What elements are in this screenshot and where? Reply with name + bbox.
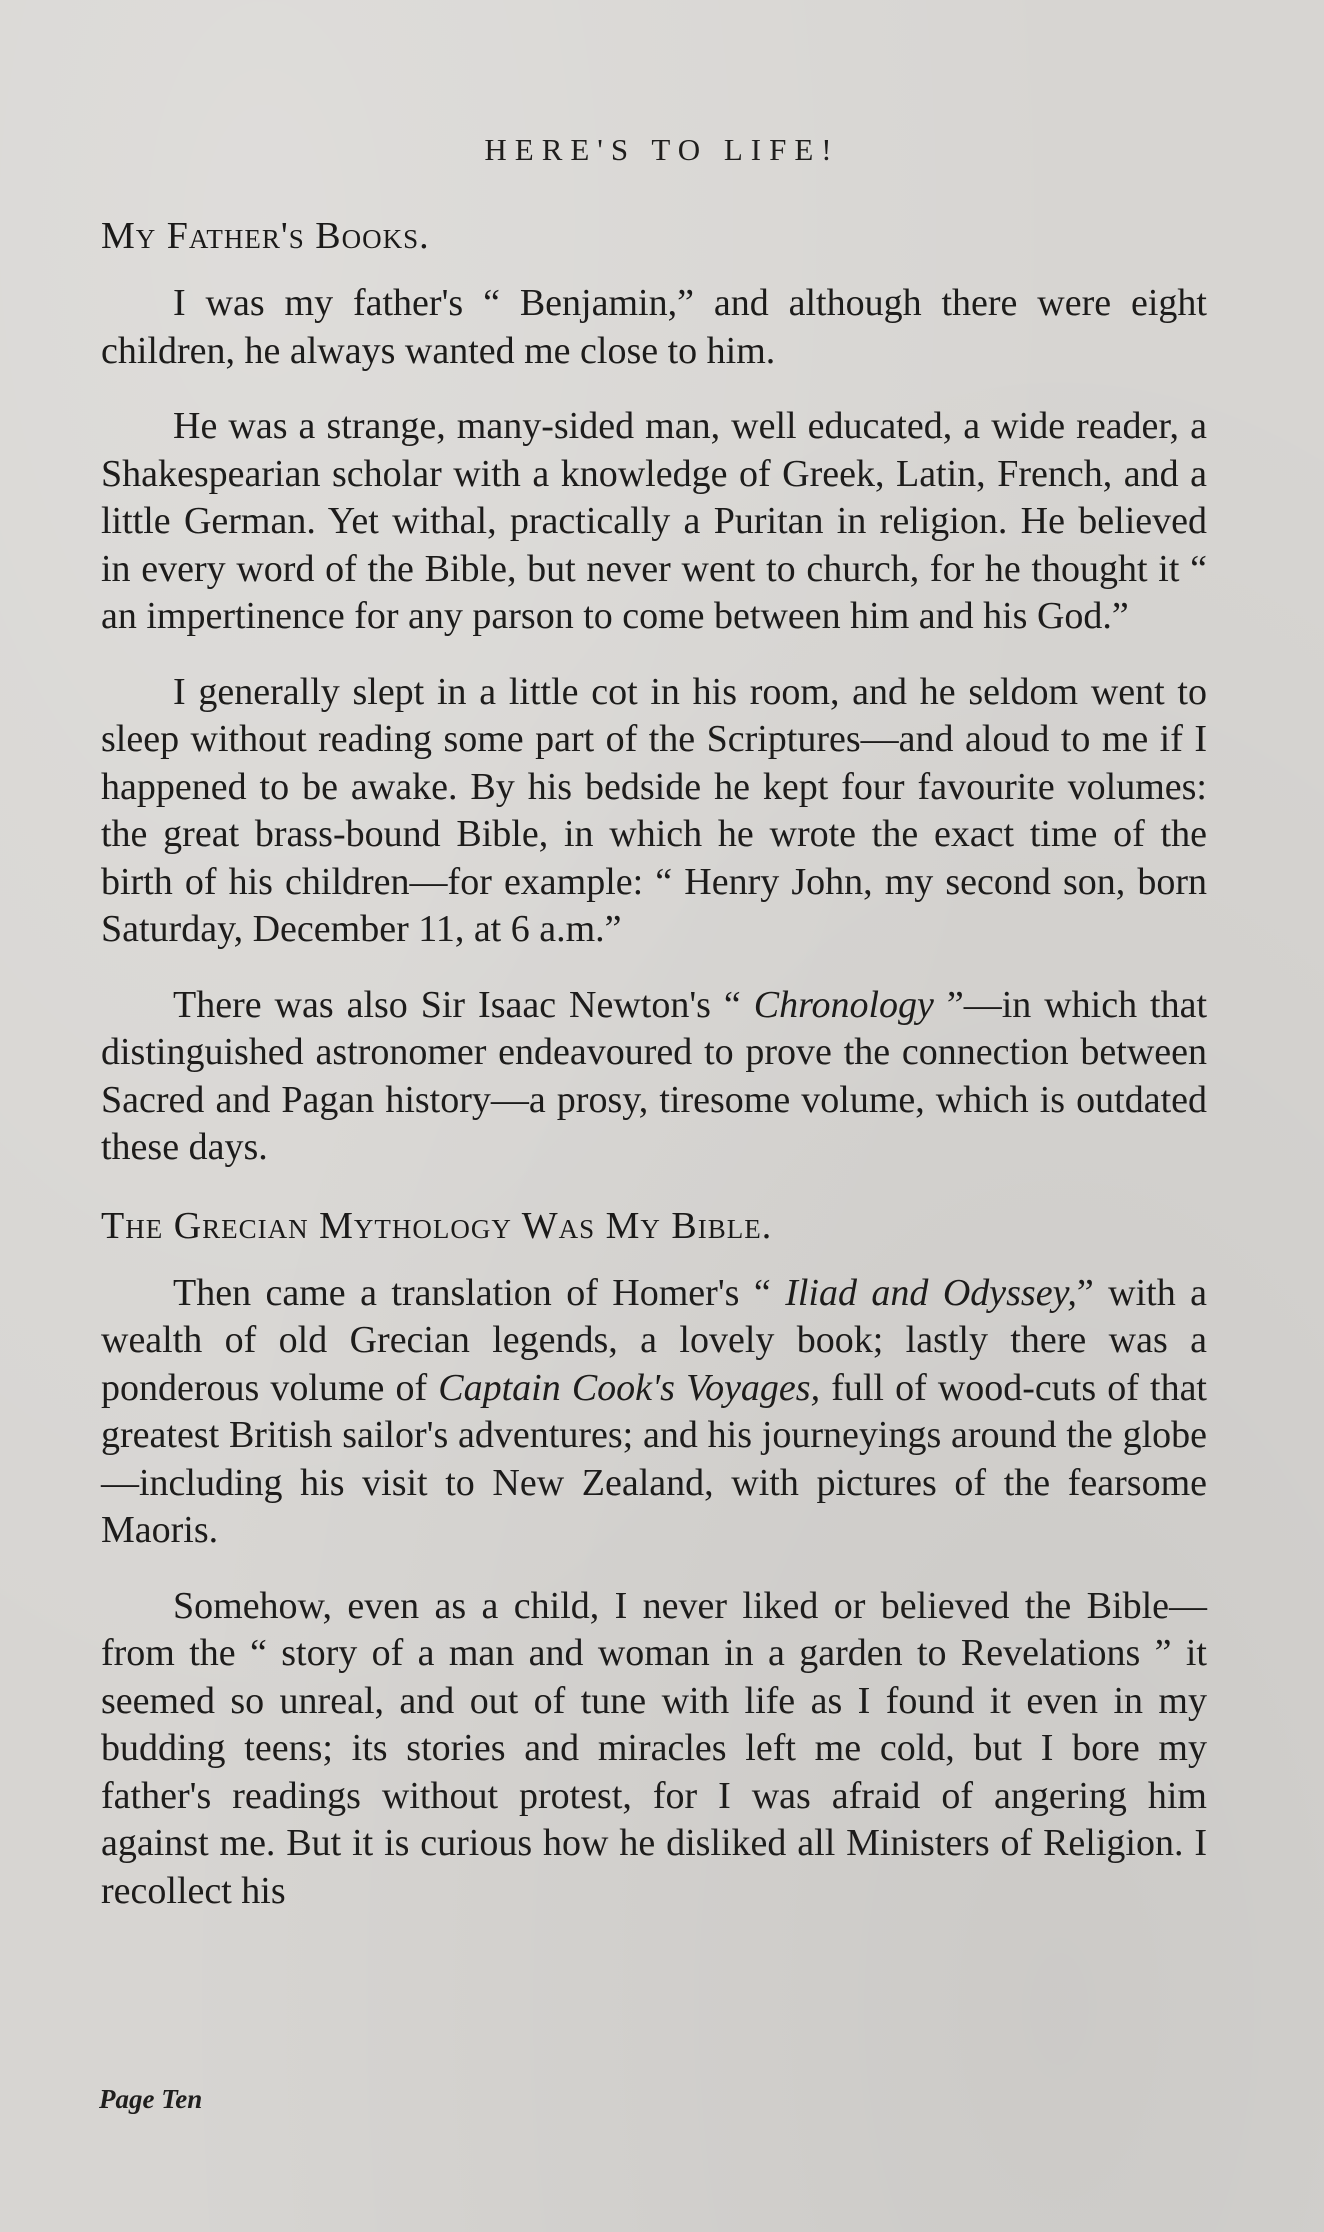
page-number: Page Ten (99, 2084, 203, 2114)
paragraph (101, 982, 1207, 1172)
paragraph (101, 280, 1207, 375)
text-run: He was a strange, many-sided man, well educated, a wide reader, a Shakespearian scholar with a knowledge of Greek, Latin, French, and a little German. Yet withal, practically a Puritan in religion. He believed in every word of the Bible, but never went to church, for he thought it “ an impertinence for any parson to come between him and his God.” (101, 405, 1207, 637)
running-head: HERE'S TO LIFE! (484, 132, 840, 167)
paragraph (101, 403, 1207, 641)
italic-title-run: Iliad and Odyssey, (785, 1271, 1077, 1314)
italic-title-run: Chronology (753, 983, 934, 1026)
paragraph (101, 1270, 1207, 1555)
text-column (101, 210, 1207, 1943)
section-heading: My Father's Books. (101, 215, 430, 257)
text-run: Somehow, even as a child, I never liked or believed the Bible—from the “ story of a man and woman in a garden to Revelations ” it seemed so unreal, and out of tune with life as I found it even in my budding teens; its stories and miracles left me cold, but I bore my father's readings without protest, for I was afraid of angering him against me. But it is curious how he disliked all Ministers of Religion. I recollect his (101, 1584, 1207, 1912)
text-run: I was my father's “ Benjamin,” and although there were eight children, he always wanted me close to him. (101, 282, 1207, 372)
text-run: ”—in which that distinguished astronomer endeavoured to prove the connection between Sacred and Pagan history—a prosy, tiresome volume, which is outdated these days. (101, 983, 1207, 1168)
text-run: I generally slept in a little cot in his room, and he seldom went to sleep without reading some part of the Scriptures—and aloud to me if I happened to be awake. By his bedside he kept four favourite volumes: the great brass-bound Bible, in which he wrote the exact time of the birth of his children—for example: “ Henry John, my second son, born Saturday, December 11, at 6 a.m.” (101, 670, 1207, 950)
text-run: full of wood-cuts of that greatest British sailor's adventures; and his journeyings around the globe—including his visit to New Zealand, with pictures of the fearsome Maoris. (101, 1366, 1207, 1551)
paragraph (101, 669, 1207, 954)
paragraph (101, 1583, 1207, 1916)
text-run: There was also Sir Isaac Newton's “ (173, 983, 754, 1026)
section-heading: The Grecian Mythology Was My Bible. (101, 1204, 773, 1247)
text-run: ” with a wealth of old Grecian legends, a lovely book; lastly there was a ponderous volume of (101, 1271, 1207, 1409)
text-run: Then came a translation of Homer's “ (173, 1271, 786, 1314)
italic-title-run: Captain Cook's Voyages, (438, 1366, 821, 1409)
